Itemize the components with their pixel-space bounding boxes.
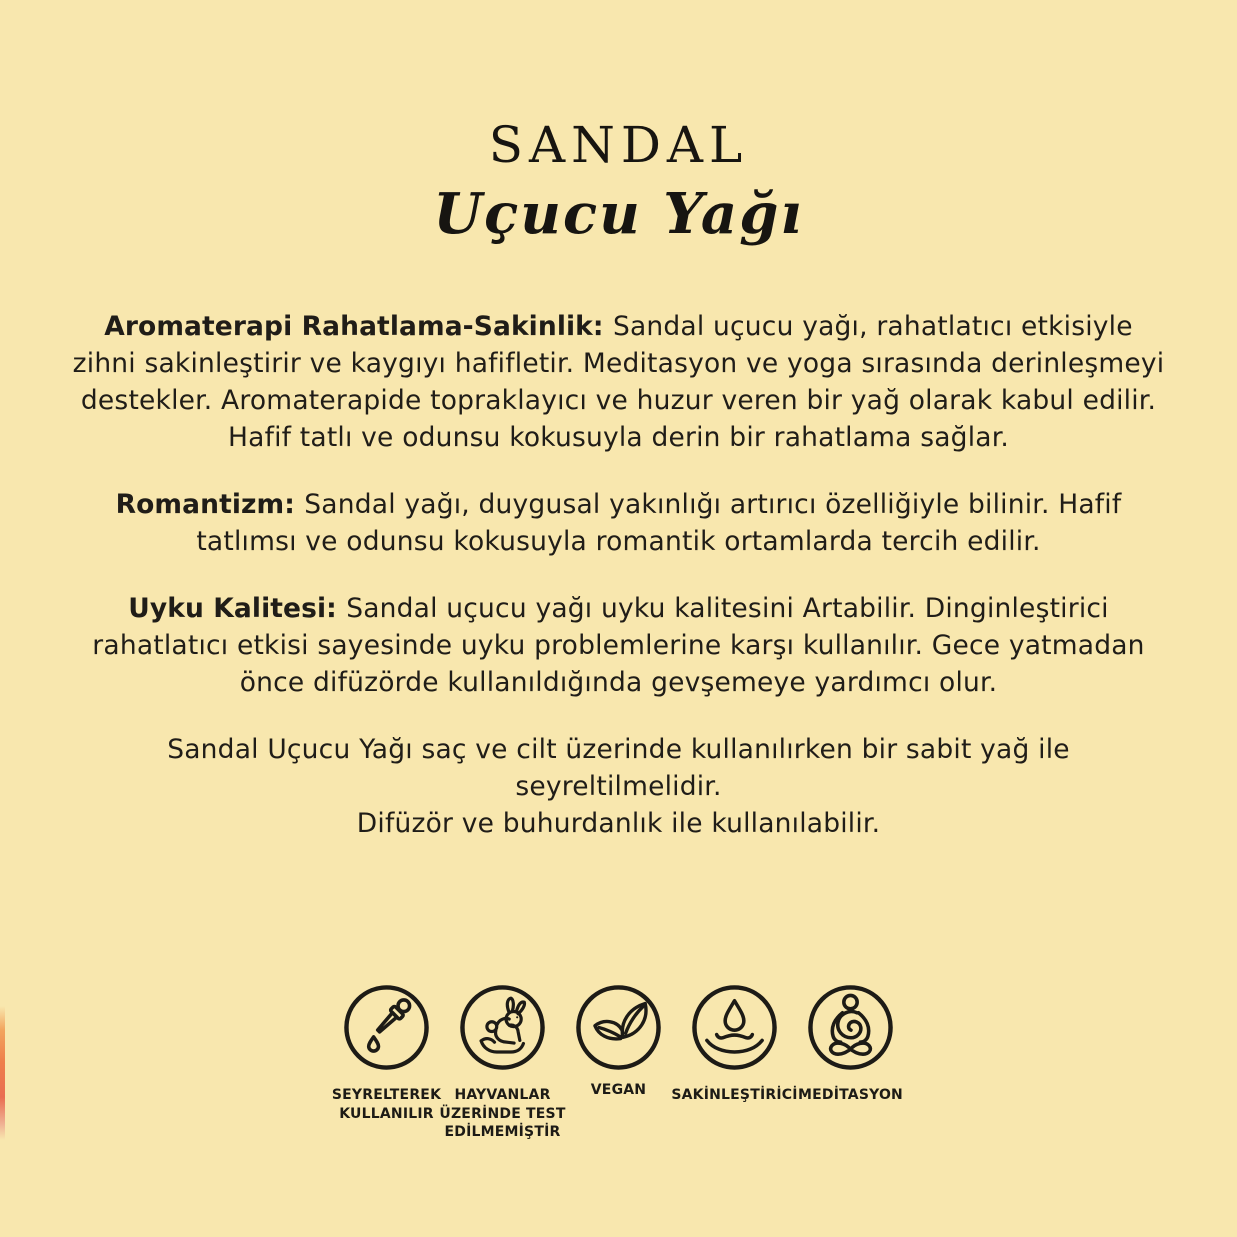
header (0, 0, 1237, 247)
usage-note (73, 731, 1165, 842)
paragraph-body: Sandal uçucu yağı, rahatlatıcı etkisiyle zihni sakinleştirir ve kaygıyı hafifletir. Meditasyon ve yoga sırasında derinleşmeyi destekler. Aromaterapide topraklayıcı ve huzur veren bir yağ olarak kabul edilir. Hafif tatlı ve odunsu kokusuyla derin bir rahatlama sağlar. (72, 311, 1165, 453)
meditation-lotus-icon (806, 983, 895, 1072)
dropper-icon (342, 983, 431, 1072)
badge-label: MEDİTASYON (798, 1087, 903, 1103)
badge-vegan (567, 983, 671, 1100)
paragraph-body: Sandal uçucu yağı uyku kalitesini Artabilir. Dinginleştirici rahatlatıcı etkisi sayesinde uyku problemlerine karşı kullanılır. Gece yatmadan önce difüzörde kullanıldığında gevşemeye yardımcı olur. (92, 593, 1145, 698)
paragraph-heading: Uyku Kalitesi: (128, 593, 347, 624)
badge-label: VEGAN (590, 1082, 647, 1098)
usage-line-dilution: Sandal Uçucu Yağı saç ve cilt üzerinde kullanılırken bir sabit yağ ile seyreltilmelidir. (167, 734, 1070, 802)
paragraph-body: Sandal yağı, duygusal yakınlığı artırıcı özelliğiyle bilinir. Hafif tatlımsı ve odunsu kokusuyla romantik ortamlarda tercih edilir. (196, 489, 1122, 557)
page-subtitle: Uçucu Yağı (433, 181, 804, 247)
badge-label: SEYRELTEREK KULLANILIR (331, 1087, 442, 1122)
paragraph-sleep-quality (73, 590, 1165, 701)
usage-line-diffuser: Difüzör ve buhurdanlık ile kullanılabilir. (356, 808, 881, 839)
water-drop-ripples-icon (690, 983, 779, 1072)
vegan-leaves-icon (574, 983, 663, 1072)
page-title: SANDAL (488, 116, 749, 174)
badge-row (0, 983, 1237, 1142)
rabbit-in-hand-icon (458, 983, 547, 1072)
badge-meditation (799, 983, 903, 1105)
badge-label: HAYVANLAR ÜZERİNDE TEST EDİLMEMİŞTİR (439, 1087, 566, 1140)
description-text (73, 308, 1165, 842)
badge-cruelty-free (439, 983, 566, 1142)
badge-label: SAKİNLEŞTİRİCİ (671, 1087, 798, 1103)
paragraph-heading: Aromaterapi Rahatlama-Sakinlik: (104, 311, 613, 342)
paragraph-romance (73, 486, 1165, 560)
paragraph-aromatherapy (73, 308, 1165, 456)
paragraph-heading: Romantizm: (115, 489, 305, 520)
